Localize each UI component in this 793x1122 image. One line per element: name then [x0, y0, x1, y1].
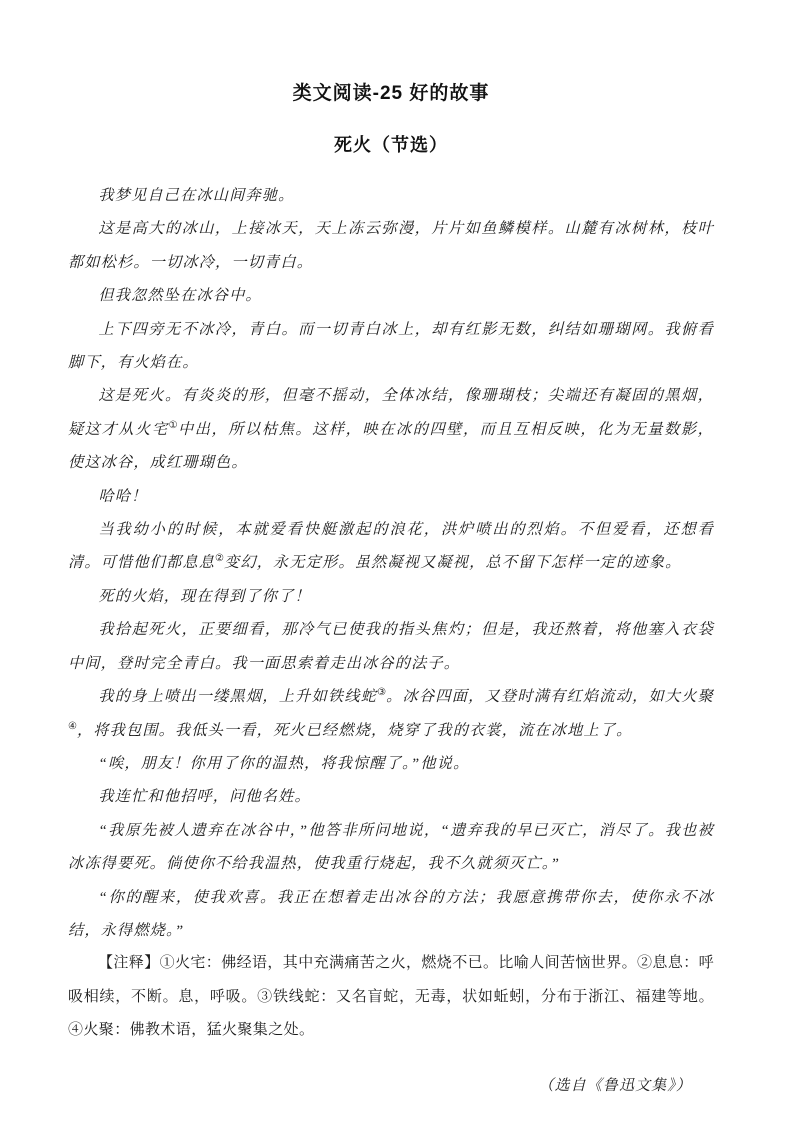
- paragraph: 我连忙和他招呼，问他名姓。: [98, 788, 311, 806]
- footnote-marker-4: ④: [68, 720, 77, 732]
- footnotes-label: 【注释】: [98, 955, 160, 972]
- footnotes-text: ①火宅：佛经语，其中充满痛苦之火，燃烧不已。比喻人间苦恼世界。②息息：呼吸相续，不断。息，呼吸。③铁线蛇：又名盲蛇，无毒，状如蚯蚓，分布于浙江、福建等地。④火聚：佛教术语，猛火聚集之处。: [68, 955, 715, 1039]
- page-content: [68, 0, 714, 1095]
- footnote-marker-1: ①: [168, 419, 178, 431]
- paragraph-dialogue: “唉，朋友！你用了你的温热，将我惊醒了。”他说。: [98, 754, 470, 772]
- source-attribution: （选自《鲁迅文集》）: [538, 1077, 692, 1094]
- paragraph: 我梦见自己在冰山间奔驰。: [98, 187, 295, 204]
- article-body: [68, 179, 714, 947]
- paragraph-text-after-footnote: 中出，所以枯焦。这样，映在冰的四壁，而且互相反映，化为无量数影，使这冰谷，成红珊瑚色。: [68, 420, 715, 472]
- paragraph-text-before-footnote: 我的身上喷出一缕黑烟，上升如铁线蛇: [98, 688, 378, 706]
- paragraph-with-footnote: [68, 513, 714, 580]
- paragraph: 死的火焰，现在得到了你了！: [98, 587, 311, 605]
- paragraph-text-after-footnote: ，将我包围。我低头一看，死火已经燃烧，烧穿了我的衣裳，流在冰地上了。: [76, 721, 633, 739]
- paragraph-text-before-footnote: 当我幼小的时候，本就爱看快艇激起的浪花，洪炉喷出的烈焰。不但爱看，还想看清。可惜他们都息息: [68, 521, 714, 572]
- paragraph: 我拾起死火，正要细看，那冷气已使我的指头焦灼；但是，我还熬着，将他塞入衣袋中间，登时完全青白。我一面思索着走出冰谷的法子。: [68, 621, 714, 672]
- article-subtitle: 死火（节选）: [334, 135, 448, 155]
- footnote-marker-3: ③: [377, 687, 387, 699]
- paragraph: 这是高大的冰山，上接冰天，天上冻云弥漫，片片如鱼鳞模样。山麓有冰树林，枝叶都如松杉。一切冰冷，一切青白。: [68, 220, 714, 271]
- paragraph: 哈哈！: [98, 487, 148, 505]
- footnote-marker-2: ②: [215, 553, 225, 565]
- paragraph: 但我忽然坠在冰谷中。: [98, 287, 262, 305]
- paragraph-dialogue: “你的醒来，使我欢喜。我正在想着走出冰谷的方法；我愿意携带你去，使你永不冰结，永得燃烧。”: [68, 888, 714, 939]
- paragraph-text-after-footnote: 变幻，永无定形。虽然凝视又凝视，总不留下怎样一定的迹象。: [224, 554, 682, 572]
- paragraph-text-before-footnote: 这是死火。有炎炎的形，但毫不摇动，全体冰结，像珊瑚枝；尖端还有凝固的黑烟，疑这才从火宅: [68, 387, 714, 438]
- paragraph-dialogue: “我原先被人遗弃在冰谷中，”他答非所问地说，“遗弃我的早已灭亡，消尽了。我也被冰冻得要死。倘使你不给我温热，使我重行烧起，我不久就须灭亡。”: [68, 821, 714, 873]
- paragraph-text-middle: 。冰谷四面，又登时满有红焰流动，如大火聚: [386, 688, 715, 706]
- page-title: 类文阅读-25 好的故事: [292, 83, 490, 104]
- paragraph-with-footnote: [68, 379, 714, 479]
- footnotes-block: [68, 947, 714, 1047]
- paragraph-with-footnote: [68, 680, 714, 747]
- paragraph: 上下四旁无不冰冷，青白。而一切青白冰上，却有红影无数，纠结如珊瑚网。我俯看脚下，有火焰在。: [68, 320, 714, 372]
